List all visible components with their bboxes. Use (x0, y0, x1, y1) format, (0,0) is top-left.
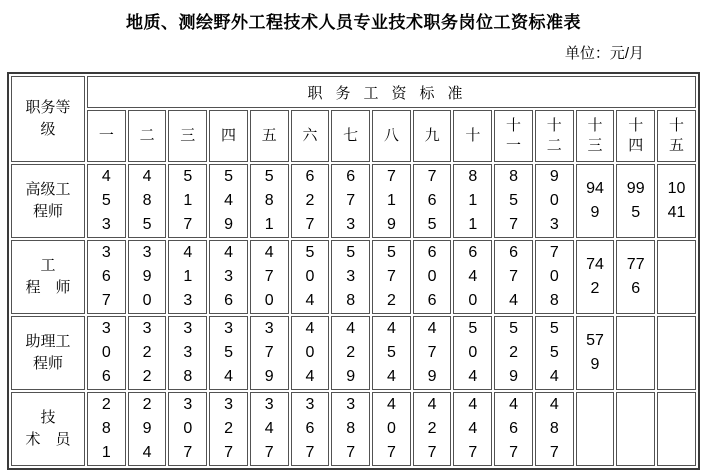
table-header (11, 76, 696, 162)
salary-value-cell (616, 316, 655, 390)
grade-column-header: 四 (209, 110, 248, 162)
grade-header-row (11, 110, 696, 162)
salary-value-cell: 4 2 9 (331, 316, 370, 390)
salary-value-cell: 4 5 4 (372, 316, 411, 390)
grade-column-header: 十 一 (494, 110, 533, 162)
salary-value-cell: 8 5 7 (494, 164, 533, 238)
grade-column-header: 三 (168, 110, 207, 162)
grade-column-header: 七 (331, 110, 370, 162)
salary-value-cell: 3 0 6 (87, 316, 126, 390)
salary-value-cell: 3 8 7 (331, 392, 370, 466)
row-label: 工 程 师 (11, 240, 85, 314)
salary-value-cell: 4 1 3 (168, 240, 207, 314)
salary-value-cell (657, 240, 696, 314)
salary-value-cell: 4 8 5 (128, 164, 167, 238)
salary-value-cell: 4 3 6 (209, 240, 248, 314)
grade-column-header: 十 五 (657, 110, 696, 162)
salary-value-cell: 2 9 4 (128, 392, 167, 466)
salary-value-cell: 9 0 3 (535, 164, 574, 238)
salary-value-cell: 3 6 7 (291, 392, 330, 466)
salary-value-cell: 74 2 (576, 240, 615, 314)
unit-label: 单位：元/月 (564, 45, 644, 62)
salary-value-cell: 4 0 7 (372, 392, 411, 466)
salary-value-cell: 6 0 6 (413, 240, 452, 314)
salary-value-cell: 3 2 7 (209, 392, 248, 466)
grade-column-header: 一 (87, 110, 126, 162)
table-body (11, 164, 696, 466)
salary-value-cell: 6 7 3 (331, 164, 370, 238)
grade-column-header: 十 四 (616, 110, 655, 162)
salary-value-cell: 4 6 7 (494, 392, 533, 466)
salary-value-cell: 5 3 8 (331, 240, 370, 314)
grade-column-header: 十 (453, 110, 492, 162)
salary-value-cell: 5 0 4 (453, 316, 492, 390)
salary-value-cell: 4 8 7 (535, 392, 574, 466)
salary-value-cell: 7 1 9 (372, 164, 411, 238)
salary-value-cell: 3 4 7 (250, 392, 289, 466)
salary-value-cell: 8 1 1 (453, 164, 492, 238)
salary-value-cell (657, 392, 696, 466)
salary-value-cell: 3 5 4 (209, 316, 248, 390)
salary-value-cell: 5 1 7 (168, 164, 207, 238)
grade-column-header: 八 (372, 110, 411, 162)
salary-value-cell (576, 392, 615, 466)
salary-value-cell: 6 4 0 (453, 240, 492, 314)
salary-value-cell: 4 4 7 (453, 392, 492, 466)
salary-value-cell: 10 41 (657, 164, 696, 238)
salary-value-cell: 4 7 9 (413, 316, 452, 390)
salary-value-cell: 2 8 1 (87, 392, 126, 466)
row-header-title: 职务等 级 (11, 76, 85, 162)
table-row (11, 240, 696, 314)
salary-standard-table (7, 72, 700, 470)
salary-value-cell: 4 7 0 (250, 240, 289, 314)
salary-value-cell: 4 2 7 (413, 392, 452, 466)
salary-value-cell: 5 2 9 (494, 316, 533, 390)
salary-value-cell: 7 0 8 (535, 240, 574, 314)
salary-value-cell: 5 5 4 (535, 316, 574, 390)
grade-column-header: 五 (250, 110, 289, 162)
grade-column-header: 六 (291, 110, 330, 162)
salary-value-cell: 4 0 4 (291, 316, 330, 390)
salary-value-cell (657, 316, 696, 390)
salary-value-cell: 99 5 (616, 164, 655, 238)
salary-value-cell: 3 2 2 (128, 316, 167, 390)
salary-standard-header: 职务工资标准 (87, 76, 696, 108)
salary-value-cell: 3 0 7 (168, 392, 207, 466)
salary-value-cell: 5 7 2 (372, 240, 411, 314)
table-row (11, 392, 696, 466)
salary-value-cell: 94 9 (576, 164, 615, 238)
row-label: 技 术 员 (11, 392, 85, 466)
salary-value-cell: 6 2 7 (291, 164, 330, 238)
salary-value-cell: 6 7 4 (494, 240, 533, 314)
salary-value-cell: 77 6 (616, 240, 655, 314)
salary-value-cell: 3 7 9 (250, 316, 289, 390)
salary-value-cell: 3 3 8 (168, 316, 207, 390)
grade-column-header: 十 二 (535, 110, 574, 162)
salary-value-cell: 4 5 3 (87, 164, 126, 238)
salary-value-cell (616, 392, 655, 466)
salary-value-cell: 5 8 1 (250, 164, 289, 238)
grade-column-header: 十 三 (576, 110, 615, 162)
page-title: 地质、测绘野外工程技术人员专业技术职务岗位工资标准表 (126, 13, 581, 32)
table-row (11, 164, 696, 238)
salary-value-cell: 3 9 0 (128, 240, 167, 314)
grade-column-header: 九 (413, 110, 452, 162)
row-label: 助理工 程师 (11, 316, 85, 390)
salary-value-cell: 57 9 (576, 316, 615, 390)
row-label: 高级工 程师 (11, 164, 85, 238)
salary-value-cell: 7 6 5 (413, 164, 452, 238)
salary-value-cell: 5 4 9 (209, 164, 248, 238)
grade-column-header: 二 (128, 110, 167, 162)
table-row (11, 316, 696, 390)
header-row-top (11, 76, 696, 108)
salary-value-cell: 5 0 4 (291, 240, 330, 314)
salary-value-cell: 3 6 7 (87, 240, 126, 314)
